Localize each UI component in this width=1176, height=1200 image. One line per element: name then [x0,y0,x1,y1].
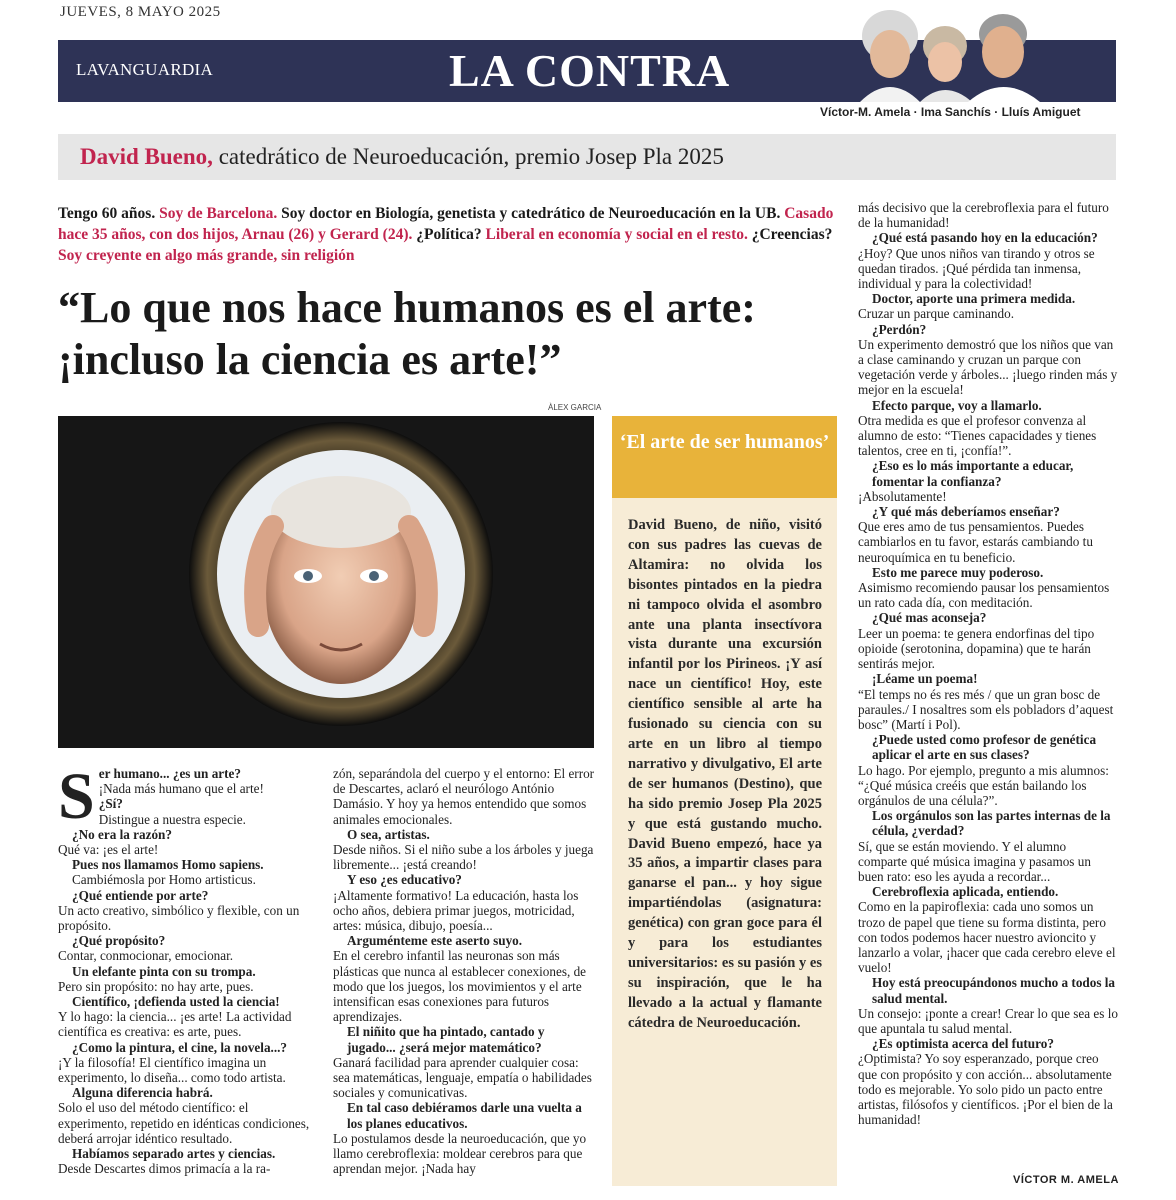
interviewee-title [80,144,724,170]
interview-answer: En el cerebro infantil las neuronas son más plásticas que nunca al establecer conexiones, de modo que los juegos, los movimientos y el arte intensifican esas conexiones para futuros aprendizajes. [333,948,587,1025]
interview-question: ¿Sí? [98,796,123,812]
interview-answer: ¡Altamente formativo! La educación, hasta los ocho años, debiera primar juegos, motricidad, artes: música, dibujo, poesía... [333,887,579,934]
interview-question: Científico, ¡defienda usted la ciencia! [72,994,280,1010]
newspaper-logo: LAVANGUARDIA [76,60,214,79]
interview-answer: Que eres amo de tus pensamientos. Puedes cambiarlos en tu favor, estarás cambiando tu neuroquímica en tu beneficio. [858,519,1093,565]
photo-credit: ÀLEX GARCIA [548,403,602,412]
interview-answer: Y lo hago: la ciencia... ¡es arte! La actividad científica es creativa: es arte, pues. [58,1009,292,1040]
interview-answer: Qué va: ¡es el arte! [58,842,159,858]
interview-answer: Cruzar un parque caminando. [858,306,1014,322]
interviewee-name: David Bueno, [80,144,213,169]
interview-answer: Contar, conmocionar, emocionar. [58,948,234,964]
interview-question: Y eso ¿es educativo? [347,872,462,888]
interview-question: Los orgánulos son las partes internas de la célula, ¿verdad? [872,808,1111,839]
interview-answer: Cambiémosla por Homo artisticus. [72,872,256,888]
issue-date: JUEVES, 8 MAYO 2025 [60,4,221,20]
interview-question: Alguna diferencia habrá. [72,1085,213,1101]
interviewee-photo [58,416,594,748]
bio-segment: ¿Creencias? [747,226,833,243]
interview-answer: Lo hago. Por ejemplo, pregunto a mis alumnos: “¿Qué música creéis que están bailando los orgánulos de una célula?”. [858,762,1109,808]
columnists-photo [790,6,1116,102]
drop-cap: S [58,760,95,833]
interview-question: Un elefante pinta con su trompa. [72,963,256,979]
interview-answer: Como en la papiroflexia: cada uno somos un trozo de papel que tiene su forma distinta, pero con todos podemos hacer nuestro avioncito y lanzarlo a volar, ¡hacer que cada cerebro eleve el vuelo! [858,899,1116,976]
sidebar-header [612,416,837,498]
sidebar-title: ‘El arte de ser humanos’ [619,431,830,453]
interview-answer: Otra medida es que el profesor convenza al alumno de esto: “Tienes capacidades y tienes talentos, cree en ti, ¡confía!”. [858,412,1097,459]
interview-answer: Solo el uso del método científico: el experimento, repetido en idénticas condiciones, deberá arrojar idéntico resultado. [58,1100,310,1146]
interview-answer: Un experimento demostró que los niños que van a clase caminando y cruzan un parque con vegetación verde y árboles... ¡luego rinden más y mejor en la escuela! [858,336,1118,398]
bio-segment: Liberal en economía y social en el resto. [485,226,748,243]
interview-answer: ¡Absolutamente! [858,488,947,504]
interview-answer: “El temps no és res més / que un gran bosc de paraules./ I nosaltres som els pobladors d’aquest bosc” (Martí i Pol). [858,686,1114,732]
sidebar-text: David Bueno, de niño, visitó con sus padres las cuevas de Altamira: no olvida los bisontes pintados en la piedra ni tampoco olvida el asombro ante una planta insectívora vista durante una excursión infantil por los Pirineos. ¡Y así nace un científico! Hoy, este científico sensible al arte ha fusionado su ciencia con su arte en un libro al tiempo narrativo y divulgativo, El arte de ser humanos (Destino), que ha sido premio Josep Pla 2025 y que está gustando mucho. David Bueno empezó, hace ya 35 años, a impartir clases para ganarse el pan... y hoy sigue impartiéndolas (asignatura: genética) con gran goce para él y para los estudiantes universitarios: es su pasión y es su inspiración, que le ha llevado a la actual y flamante cátedra de Neuroeducación. [628,517,822,1031]
bio-segment: ¿Política? [412,226,486,243]
interview-answer: zón, separándola del cuerpo y el entorno: El error de Descartes, aclaró el neurólogo António Damásio. Y hoy ya hemos entendido que somos animales emocionales. [333,766,595,827]
author-signature: VÍCTOR M. AMELA [1013,1174,1119,1186]
interview-answer: Leer un poema: te genera endorfinas del tipo opioide (serotonina, dopamina) que te harán sentirás mejor. [858,625,1095,672]
interview-question: ¿Eso es lo más importante a educar, fomentar la confianza? [872,458,1074,489]
interview-question: Habíamos separado artes y ciencias. [72,1146,276,1162]
columnists-names: Víctor-M. Amela · Ima Sanchís · Lluís Amiguet [820,105,1081,119]
interview-answer: Sí, que se están moviendo. Y el alumno comparte qué música imagina y pasamos un buen rato: eso les ayuda a recordar... [858,838,1091,884]
interview-question: Doctor, aporte una primera medida. [872,291,1076,307]
interview-answer: ¿Hoy? Que unos niños van tirando y otros se quedan tirados. ¡Qué pérdida tan inmensa, individual y para la colectividad! [858,245,1095,292]
interview-question: er humano... ¿es un arte? [98,766,241,781]
interview-question: ¿Puede usted como profesor de genética aplicar el arte en sus clases? [872,732,1097,763]
interview-question: Hoy está preocupándonos mucho a todos la salud mental. [872,975,1116,1006]
section-title: LA CONTRA [449,45,731,96]
interview-question: Pues nos llamamos Homo sapiens. [72,857,264,873]
bio-segment: Soy creyente en algo más grande, sin religión [58,247,355,264]
interview-answer: más decisivo que la cerebroflexia para el futuro de la humanidad! [858,200,1109,231]
bio-segment: Soy de Barcelona. [159,205,278,222]
interview-question: Cerebroflexia aplicada, entiendo. [872,884,1059,900]
bio-segment: Casado hace 35 años, con dos hijos, Arnau (26) y Gerard (24). [58,205,834,243]
interview-question: Efecto parque, voy a llamarlo. [872,397,1042,413]
interview-question: O sea, artistas. [347,826,430,842]
interview-question: ¡Léame un poema! [872,671,978,687]
headline-quote: “Lo que nos hace humanos es el arte: ¡incluso la ciencia es arte!” [58,283,756,384]
interview-question: ¿Es optimista acerca del futuro? [872,1036,1054,1052]
interview-question: ¿Perdón? [872,321,927,337]
interview-answer: Pero sin propósito: no hay arte, pues. [58,978,254,994]
interview-answer: ¿Optimista? Yo soy esperanzado, porque creo que con propósito y con acción... absolutamente todo es mejorable. Yo solo pido un pacto entre artistas, filósofos y científicos. ¡Por el bien de la humanidad! [858,1051,1113,1128]
interview-question: ¿Como la pintura, el cine, la novela...? [72,1039,288,1055]
interview-question: ¿Qué entiende por arte? [72,887,209,903]
interview-column-3 [858,200,1118,1127]
interview-answer: Desde niños. Si el niño sube a los árboles y juega libremente... ¡está creando! [333,842,594,873]
interviewee-bio [58,203,838,266]
interview-answer: Asimismo recomiendo pausar los pensamientos un rato cada día, con meditación. [858,580,1110,611]
interview-question: ¿Qué propósito? [72,933,166,949]
interview-answer: Desde Descartes dimos primacía a la ra- [58,1161,271,1177]
interview-answer: ¡Y la filosofía! El científico imagina un experimento, lo diseña... como todo artista. [58,1054,286,1086]
interview-answer: Lo postulamos desde la neuroeducación, que yo llamo cerebroflexia: moldear cerebros para que aprendan mejor. ¡Nada hay [333,1130,587,1177]
interview-column-1 [58,760,318,1177]
interview-question: ¿Qué está pasando hoy en la educación? [872,230,1098,246]
interview-question: En tal caso debiéramos darle una vuelta a los planes educativos. [347,1100,582,1131]
interview-question: Esto me parece muy poderoso. [872,564,1044,580]
interview-question: El niñito que ha pintado, cantado y jugado... ¿será mejor matemático? [347,1024,545,1055]
bio-segment: Tengo 60 años. [58,205,160,222]
interviewee-description: catedrático de Neuroeducación, premio Josep Pla 2025 [212,144,724,169]
bio-segment: Soy doctor en Biología, genetista y catedrático de Neuroeducación en la UB. [277,205,785,222]
interview-answer: Un consejo: ¡ponte a crear! Crear lo que sea es lo que apuntala tu salud mental. [858,1005,1118,1036]
interview-answer: Distingue a nuestra especie. [98,811,246,827]
interview-question: ¿Y qué más deberíamos enseñar? [872,504,1060,520]
interview-answer: Un acto creativo, simbólico y flexible, con un propósito. [58,902,300,934]
interview-answer: ¡Nada más humano que el arte! [98,781,264,797]
interview-question: ¿Qué mas aconseja? [872,610,987,626]
interview-column-2 [333,766,595,1176]
interview-question: Arguméntеme este aserto suyo. [347,933,523,949]
interview-question: ¿No era la razón? [72,826,172,842]
interview-answer: Ganará facilidad para aprender cualquier cosa: sea matemáticas, lenguaje, empatía o habilidades sociales y comunicativas. [333,1054,592,1101]
